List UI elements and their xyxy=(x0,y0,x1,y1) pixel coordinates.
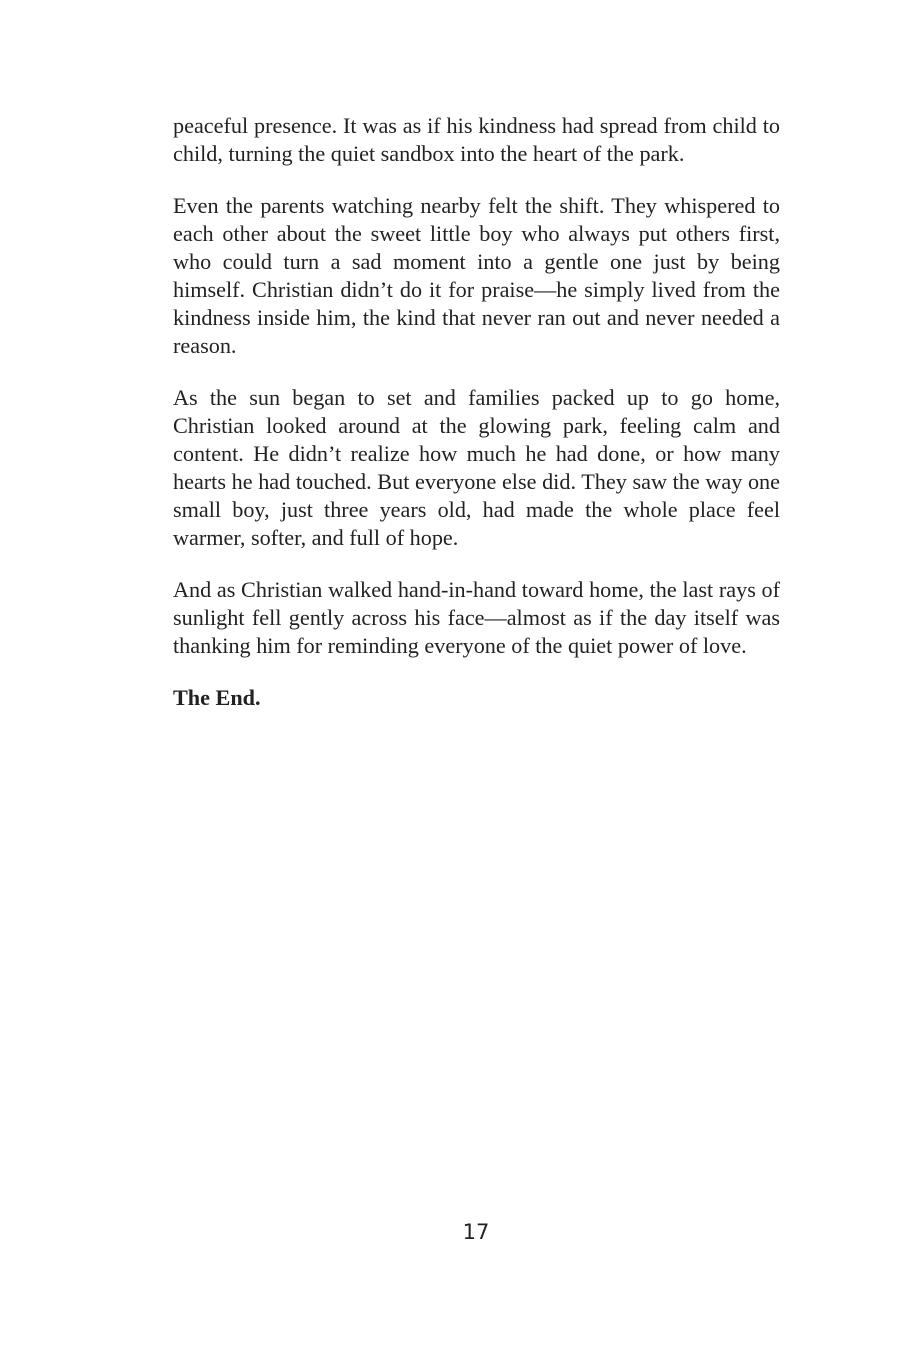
paragraph-4: And as Christian walked hand-in-hand toward home, the last rays of sunlight fell gently across his face—almost as if the day itself was thanking him for reminding everyone of the quiet power of love. xyxy=(173,577,780,658)
paragraph-2: Even the parents watching nearby felt the shift. They whispered to each other about the sweet little boy who always put others first, who could turn a sad moment into a gentle one just by being himself. Christian didn’t do it for praise—he simply lived from the kindness inside him, the kind that never ran out and never needed a reason. xyxy=(173,193,780,358)
story-text xyxy=(173,112,780,736)
page-number: 17 xyxy=(462,1220,490,1244)
paragraph-1: peaceful presence. It was as if his kindness had spread from child to child, turning the quiet sandbox into the heart of the park. xyxy=(173,113,780,166)
paragraph-3: As the sun began to set and families packed up to go home, Christian looked around at the glowing park, feeling calm and content. He didn’t realize how much he had done, or how many hearts he had touched. But everyone else did. They saw the way one small boy, just three years old, had made the whole place feel warmer, softer, and full of hope. xyxy=(173,385,780,550)
ending-text: The End. xyxy=(173,685,261,710)
